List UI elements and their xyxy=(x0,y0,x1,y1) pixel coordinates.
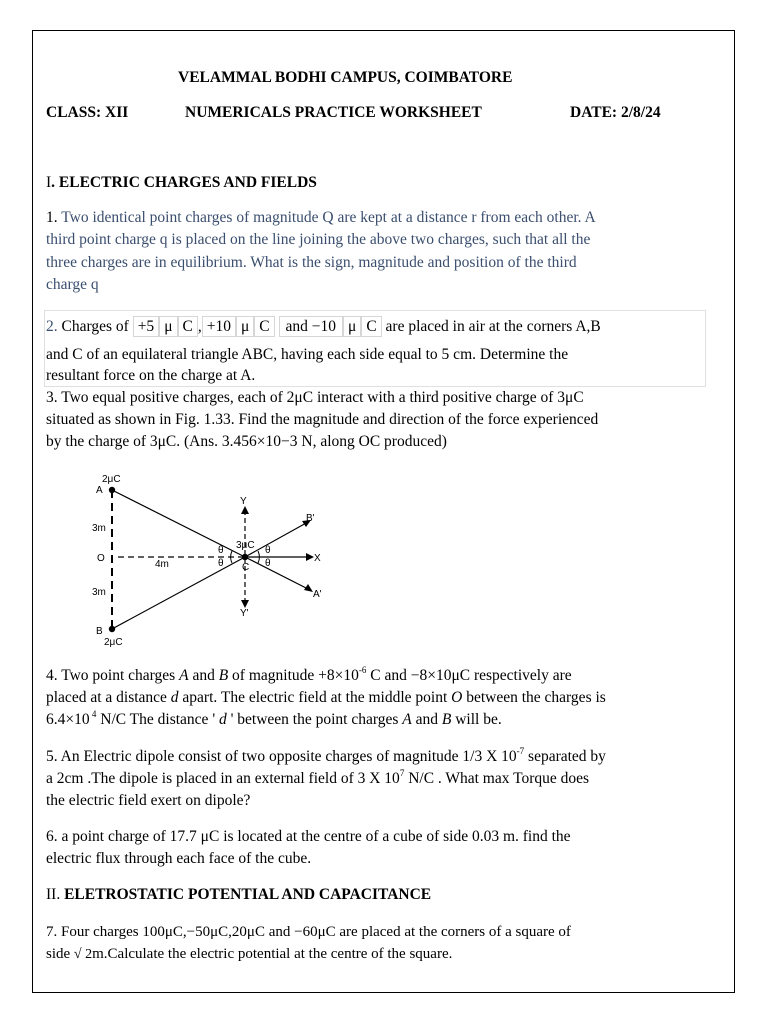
question-2-line-3: resultant force on the charge at A. xyxy=(46,367,256,384)
question-7-line-1: 7. Four charges 100μC,−50μC,20μC and −60μC are placed at the corners of a square of xyxy=(46,924,571,940)
q2-charge-3: −10 xyxy=(311,318,337,335)
fig-label-C: C xyxy=(242,562,250,573)
q4-text-b: and xyxy=(188,667,219,684)
question-3-line-1: 3. Two equal positive charges, each of 2μC interact with a third positive charge of 3μC xyxy=(46,389,584,406)
fig-label-A: A xyxy=(96,485,103,496)
question-2-line-1 xyxy=(46,316,601,339)
q4-l2b: apart. The electric field at the middle point xyxy=(178,689,452,706)
question-6-line-1: 6. a point charge of 17.7 μC is located at the centre of a cube of side 0.03 m. find the xyxy=(46,828,571,845)
q4-l2c: between the charges is xyxy=(462,689,606,706)
question-3-line-2: situated as shown in Fig. 1.33. Find the magnitude and direction of the force experienced xyxy=(46,411,599,428)
q2-unit-3: C xyxy=(361,316,381,337)
q5-text-c: a 2cm .The dipole is placed in an external field of 3 X 10 xyxy=(46,770,400,787)
question-4-line-1 xyxy=(46,665,572,688)
q4-var-O: O xyxy=(451,689,463,706)
fig-bottom-charge: 2μC xyxy=(104,637,123,648)
q5-text-b: separated by xyxy=(524,748,606,765)
fig-label-Bprime: B' xyxy=(306,513,315,524)
section-2-title: ELETROSTATIC POTENTIAL AND CAPACITANCE xyxy=(64,886,432,903)
q1-text: Two identical point charges of magnitude Q are kept at a distance r from each other. A xyxy=(61,209,596,226)
q2-and-charge-3 xyxy=(279,316,344,337)
question-4-line-2 xyxy=(46,687,606,710)
q4-exp: -6 xyxy=(358,665,367,675)
fig-label-O: O xyxy=(97,553,105,564)
section-1-numeral: I xyxy=(46,174,52,191)
charges-figure xyxy=(80,466,360,651)
q4-var-d2: d xyxy=(218,711,227,728)
q4-text-c: of magnitude +8×10 xyxy=(228,667,359,684)
q2-unit-2: C xyxy=(254,316,274,337)
section-1-heading xyxy=(46,172,317,195)
fig-dist-top: 3m xyxy=(92,523,106,534)
fig-theta-1: θ xyxy=(218,545,224,556)
point-B xyxy=(109,626,115,632)
question-1-line-4: charge q xyxy=(46,276,99,293)
q5-exp2: 7 xyxy=(399,768,405,778)
class-label: CLASS: XII xyxy=(46,104,129,121)
section-1-title: . ELECTRIC CHARGES AND FIELDS xyxy=(51,174,317,191)
q2-mu-1: μ xyxy=(159,316,177,337)
q4-var-d: d xyxy=(170,689,179,706)
fig-theta-3: θ xyxy=(265,545,271,556)
q7-root: √ 2 xyxy=(73,947,93,962)
fig-top-charge: 2μC xyxy=(102,474,121,485)
date-label: DATE: 2/8/24 xyxy=(570,104,661,121)
q4-l3a: 6.4×10 xyxy=(46,711,90,728)
q2-unit-1: C xyxy=(178,316,198,337)
q7-l2a: side xyxy=(46,946,74,962)
q5-text-a: 5. An Electric dipole consist of two opposite charges of magnitude 1/3 X 10 xyxy=(46,748,517,765)
q2-tail: are placed in air at the corners A,B xyxy=(385,318,601,335)
question-5-line-3: the electric field exert on dipole? xyxy=(46,792,251,809)
question-2-line-2: and C of an equilateral triangle ABC, having each side equal to 5 cm. Determine the xyxy=(46,346,569,363)
q2-charge-2: +10 xyxy=(202,316,236,337)
q4-l2a: placed at a distance xyxy=(46,689,171,706)
q2-intro: Charges of xyxy=(61,318,129,335)
section-2-numeral: II. xyxy=(46,886,61,903)
school-name: VELAMMAL BODHI CAMPUS, COIMBATORE xyxy=(178,69,513,86)
q4-text-a: 4. Two point charges xyxy=(46,667,180,684)
fig-label-Aprime: A' xyxy=(313,589,322,600)
fig-mid-charge: 3μC xyxy=(236,540,255,551)
question-6-line-2: electric flux through each face of the cube. xyxy=(46,850,312,867)
q2-mu-2: μ xyxy=(236,316,254,337)
fig-label-B: B xyxy=(96,626,103,637)
fig-theta-2: θ xyxy=(218,558,224,569)
fig-label-Yprime: Y' xyxy=(240,608,249,619)
fig-label-X: X xyxy=(314,553,321,564)
q4-l3c: ' between the point charges xyxy=(226,711,403,728)
q4-var-A: A xyxy=(179,667,189,684)
q5-exp1: -7 xyxy=(516,746,525,756)
q4-l3e: will be. xyxy=(451,711,502,728)
point-C xyxy=(242,554,248,560)
fig-dist-horizontal: 4m xyxy=(155,559,169,570)
q4-var-B: B xyxy=(218,667,229,684)
q2-number: 2. xyxy=(46,318,58,335)
q4-var-B2: B xyxy=(441,711,452,728)
q4-exp2: 4 xyxy=(89,709,97,719)
q2-charge-1: +5 xyxy=(133,316,160,337)
q4-l3d: and xyxy=(411,711,442,728)
q2-mu-3: μ xyxy=(343,316,361,337)
question-7-line-2 xyxy=(46,943,452,966)
q4-text-d: C and −8×10μC respectively are xyxy=(366,667,572,684)
question-1-line-2: third point charge q is placed on the line joining the above two charges, such that all the xyxy=(46,231,591,248)
section-2-heading xyxy=(46,884,431,907)
q2-comma: , xyxy=(197,318,202,335)
worksheet-title: NUMERICALS PRACTICE WORKSHEET xyxy=(185,104,482,121)
question-1-line-1 xyxy=(46,207,596,230)
q7-l2b: m.Calculate the electric potential at the centre of the square. xyxy=(92,946,453,962)
q2-and: and xyxy=(285,318,308,335)
q5-text-d: N/C . What max Torque does xyxy=(404,770,590,787)
fig-theta-4: θ xyxy=(265,558,271,569)
q4-var-A2: A xyxy=(402,711,412,728)
point-A xyxy=(109,487,115,493)
q1-number: 1. xyxy=(46,209,58,226)
question-5-line-1 xyxy=(46,746,606,769)
q4-l3b: N/C The distance ' xyxy=(96,711,219,728)
fig-label-Y: Y xyxy=(240,496,247,507)
question-1-line-3: three charges are in equilibrium. What is the sign, magnitude and position of the third xyxy=(46,254,577,271)
question-4-line-3 xyxy=(46,709,502,732)
question-5-line-2 xyxy=(46,768,589,791)
fig-dist-bottom: 3m xyxy=(92,587,106,598)
question-3-line-3: by the charge of 3μC. (Ans. 3.456×10−3 N, along OC produced) xyxy=(46,433,447,450)
